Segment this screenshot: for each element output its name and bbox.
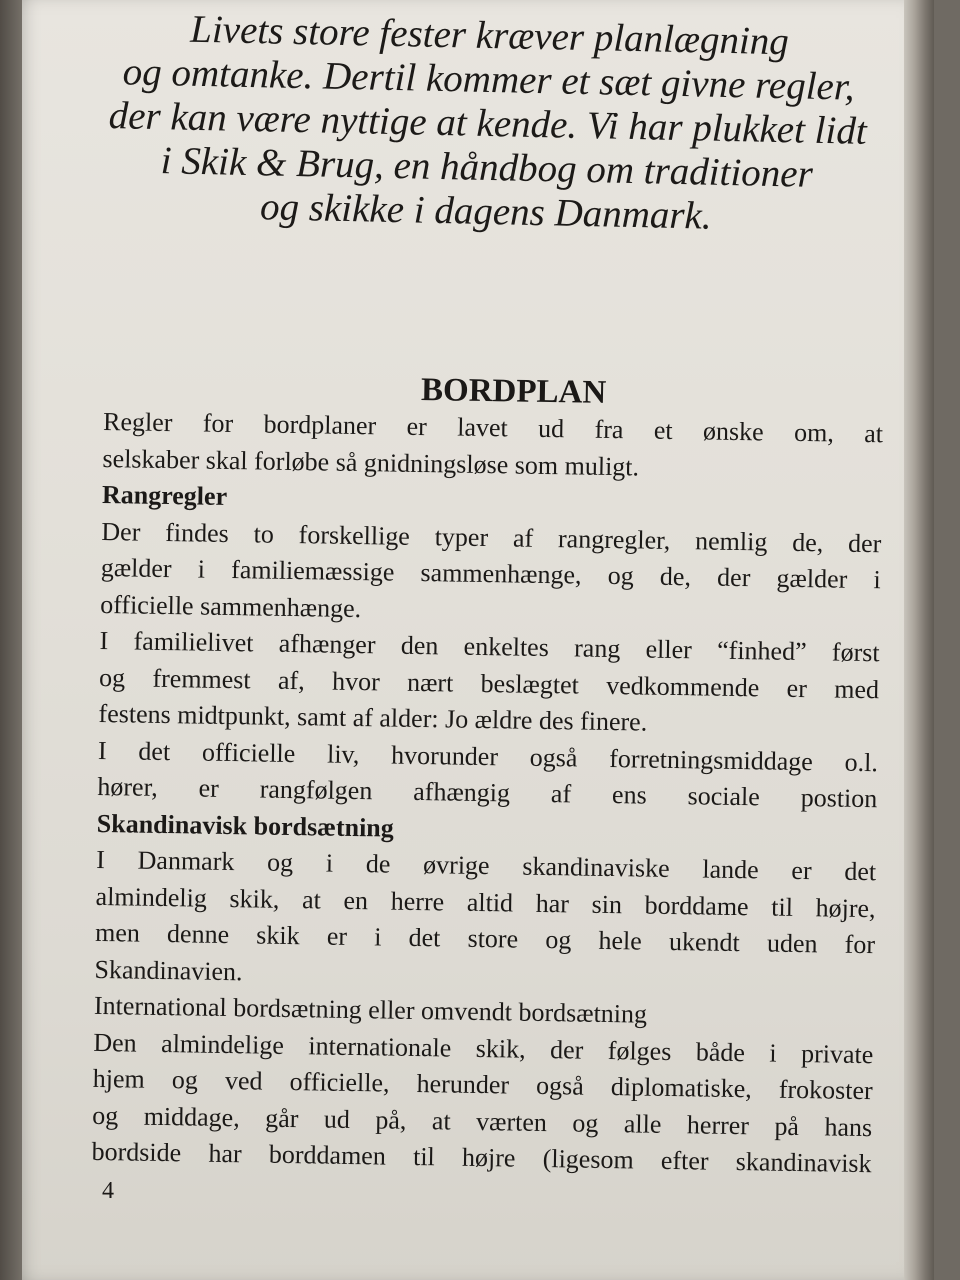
subheading-international: International bordsætning eller omvendt bordsætning: [93, 990, 648, 1029]
text-line: bordside har borddamen til højre (ligesom efter skandinavisk: [91, 1136, 872, 1179]
text-line: Skandinavien.: [94, 954, 243, 986]
subheading-rangregler: Rangregler: [101, 479, 228, 511]
bordplan-section: [91, 366, 884, 1183]
text-line: I familielivet afhænger den enkeltes rang eller “finhed” først: [99, 625, 880, 668]
text-line: selskaber skal forløbe så gnidningsløse som muligt.: [102, 443, 640, 481]
text-line: festens midtpunkt, samt af alder: Jo ældre des finere.: [98, 698, 648, 737]
text-line: hjem og ved officielle, herunder også diplomatiske, frokoster: [92, 1063, 873, 1106]
text-line: Der findes to forskellige typer af rangregler, nemlig de, der: [101, 516, 882, 558]
text-line: officielle sammenhænge.: [100, 589, 362, 623]
text-line: men denne skik er i det store og hele ukendt uden for: [94, 917, 876, 960]
text-line: I det officielle liv, hvorunder også forretningsmiddage o.l.: [97, 735, 879, 777]
text-line: hører, er rangfølgen afhængig af ens sociale postion: [97, 771, 878, 814]
text-line: og fremmest af, hvor nært beslægtet vedkommende er med: [98, 662, 880, 704]
page-edge: [904, 0, 934, 1280]
text-line: Den almindelige internationale skik, der følges både i private: [93, 1027, 874, 1069]
intro-line: der kan være nyttige at kende. Vi har plukket lidt: [108, 94, 868, 153]
intro-paragraph: [85, 6, 889, 243]
text-line: gælder i familiemæssige sammenhænge, og de, der gælder i: [100, 552, 881, 595]
intro-line: i Skik & Brug, en håndbog om traditioner: [160, 139, 814, 196]
subheading-skandinavisk: Skandinavisk bordsætning: [96, 808, 394, 843]
intro-line: og skikke i dagens Danmark.: [259, 185, 713, 238]
text-line: Regler for bordplaner er lavet ud fra et ønske om, at: [102, 406, 884, 449]
intro-line: Livets store fester kræver planlægning: [189, 7, 790, 64]
text-line: I Danmark og i de øvrige skandinaviske lande er det: [96, 844, 877, 887]
intro-line: og omtanke. Dertil kommer et sæt givne regler,: [122, 50, 855, 109]
section-title: BORDPLAN: [420, 371, 607, 411]
text-line: og middage, går ud på, at værten og alle herrer på hans: [92, 1100, 873, 1142]
page-number: 4: [102, 1178, 114, 1204]
text-line: almindelig skik, at en herre altid har sin borddame til højre,: [95, 881, 876, 923]
